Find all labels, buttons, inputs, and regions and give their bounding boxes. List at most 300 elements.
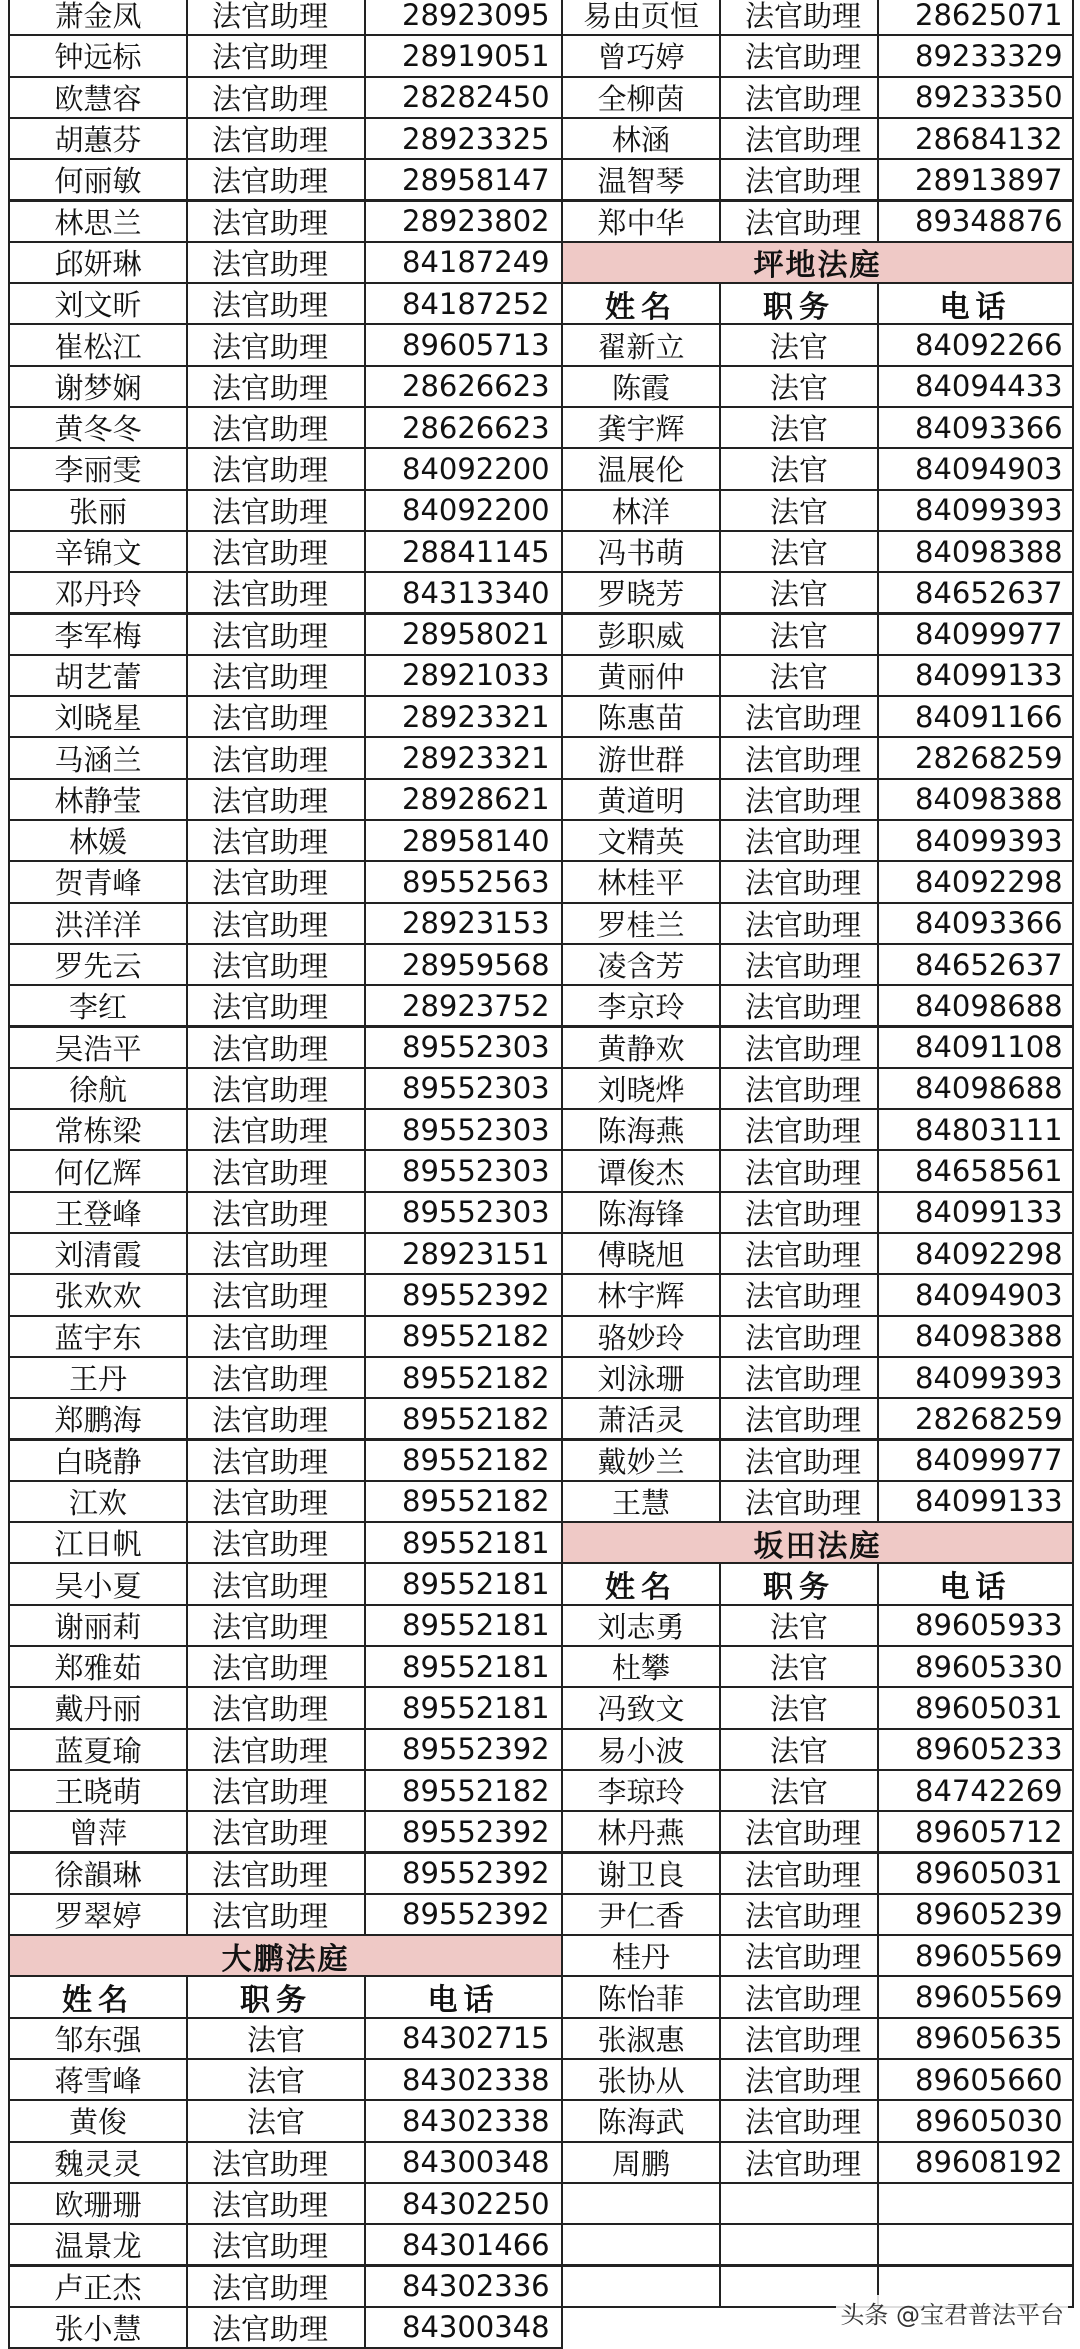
table-row-role: 法官助理	[186, 2223, 366, 2266]
table-row-role: 法官助理	[719, 1067, 879, 1110]
table-row-name: 邱妍琳	[8, 241, 188, 284]
table-row-name: 郑雅茹	[8, 1645, 188, 1688]
table-row-phone: 28626623	[364, 406, 563, 449]
table-row-name: 张丽	[8, 489, 188, 532]
table-row-name: 游世群	[561, 736, 721, 779]
table-row-name: 李军梅	[8, 613, 188, 656]
table-row-phone: 89233329	[877, 34, 1074, 77]
table-row-name: 萧金凤	[8, 0, 188, 36]
table-row-role: 法官助理	[186, 860, 366, 903]
table-row-name: 欧慧容	[8, 76, 188, 119]
table-row-role: 法官助理	[186, 1480, 366, 1523]
table-row-name: 冯致文	[561, 1686, 721, 1729]
table-row-role: 法官助理	[186, 819, 366, 862]
table-row-role: 法官	[719, 1769, 879, 1812]
table-row-role: 法官助理	[719, 2058, 879, 2101]
table-row-role: 法官助理	[186, 2182, 366, 2225]
table-row-role: 法官助理	[719, 943, 879, 986]
table-row-phone: 84092200	[364, 489, 563, 532]
table-row-name: 王晓萌	[8, 1769, 188, 1812]
table-row-name: 贺青峰	[8, 860, 188, 903]
table-row-role: 法官助理	[719, 860, 879, 903]
table-row-name: 张淑惠	[561, 2017, 721, 2060]
table-row-role: 法官助理	[719, 695, 879, 738]
table-row-role: 法官助理	[186, 34, 366, 77]
table-row-name: 胡艺蕾	[8, 654, 188, 697]
table-row-role: 法官	[186, 2058, 366, 2101]
table-row-name: 戴丹丽	[8, 1686, 188, 1729]
table-row-role: 法官	[719, 1686, 879, 1729]
table-row-role: 法官助理	[186, 1067, 366, 1110]
table-row-phone: 89552392	[364, 1852, 563, 1895]
table-row-phone: 89552303	[364, 1191, 563, 1234]
table-row-role: 法官助理	[186, 76, 366, 119]
table-row-phone: 89348876	[877, 200, 1074, 243]
section-title-dapeng: 大鹏法庭	[8, 1934, 563, 1977]
table-row-name: 谢卫良	[561, 1852, 721, 1895]
table-row-role: 法官助理	[186, 447, 366, 490]
table-row-role: 法官助理	[719, 117, 879, 160]
table-row-phone: 84300348	[364, 2141, 563, 2184]
table-row-role: 法官助理	[719, 0, 879, 36]
table-row-role: 法官助理	[186, 984, 366, 1027]
table-row-name: 常栋梁	[8, 1108, 188, 1151]
table-row-name: 傅晓旭	[561, 1232, 721, 1275]
table-row-name: 陈海锋	[561, 1191, 721, 1234]
table-row-name: 徐航	[8, 1067, 188, 1110]
table-row-phone: 89605712	[877, 1810, 1074, 1853]
table-row-name: 邓丹玲	[8, 571, 188, 614]
table-row-phone: 89552392	[364, 1810, 563, 1853]
table-row-role: 法官助理	[186, 1356, 366, 1399]
header-row-name: 姓名	[561, 282, 721, 325]
table-row-phone: 89552182	[364, 1315, 563, 1358]
table-row-phone: 84098388	[877, 530, 1074, 573]
table-row-name: 王登峰	[8, 1191, 188, 1234]
table-row-phone: 28919051	[364, 34, 563, 77]
table-row-phone: 89552181	[364, 1521, 563, 1564]
table-row-role: 法官助理	[186, 1810, 366, 1853]
table-row-phone: 84091108	[877, 1026, 1074, 1069]
watermark: 头条 @宝君普法平台	[836, 2295, 1068, 2330]
table-row-phone: 89552181	[364, 1604, 563, 1647]
table-row-role: 法官助理	[719, 1397, 879, 1440]
table-row-role: 法官助理	[186, 117, 366, 160]
table-row-role: 法官助理	[186, 200, 366, 243]
table-row-phone: 89552181	[364, 1645, 563, 1688]
table-row-role: 法官	[719, 1645, 879, 1688]
table-row-phone: 89552563	[364, 860, 563, 903]
header-row-role: 职务	[719, 282, 879, 325]
header-row-role: 职务	[719, 1562, 879, 1605]
table-row-name: 张协从	[561, 2058, 721, 2101]
table-row-role: 法官助理	[719, 902, 879, 945]
table-row-phone: 84099133	[877, 1191, 1074, 1234]
table-row-role: 法官助理	[186, 902, 366, 945]
table-row-role: 法官助理	[186, 1521, 366, 1564]
table-row-phone: 84092266	[877, 323, 1074, 366]
table-row-phone	[877, 2223, 1074, 2266]
table-row-name: 温景龙	[8, 2223, 188, 2266]
table-row-name	[561, 2265, 721, 2308]
table-row-role: 法官	[186, 2017, 366, 2060]
table-row-role: 法官助理	[719, 1108, 879, 1151]
table-row-name: 林丹燕	[561, 1810, 721, 1853]
table-row-name: 尹仁香	[561, 1893, 721, 1936]
table-row-name: 罗晓芳	[561, 571, 721, 614]
table-row-name: 黄俊	[8, 2099, 188, 2142]
table-row-role: 法官	[719, 489, 879, 532]
table-row-role: 法官助理	[186, 406, 366, 449]
table-row-role: 法官	[719, 613, 879, 656]
header-row-phone: 电话	[877, 282, 1074, 325]
table-row-role: 法官助理	[186, 613, 366, 656]
table-row-name: 王丹	[8, 1356, 188, 1399]
table-row-name: 曾萍	[8, 1810, 188, 1853]
table-row-role: 法官助理	[186, 943, 366, 986]
table-row-name: 易由页恒	[561, 0, 721, 36]
table-row-name: 林静莹	[8, 778, 188, 821]
table-row-role: 法官助理	[186, 489, 366, 532]
table-row-name: 龚宇辉	[561, 406, 721, 449]
table-row-name: 徐韻琳	[8, 1852, 188, 1895]
table-row-phone: 89233350	[877, 76, 1074, 119]
header-row-phone: 电话	[877, 1562, 1074, 1605]
table-row-phone: 84092298	[877, 860, 1074, 903]
table-row-phone: 28923325	[364, 117, 563, 160]
table-row-role: 法官助理	[186, 241, 366, 284]
table-row-phone: 84302336	[364, 2265, 563, 2308]
table-row-phone: 89605031	[877, 1686, 1074, 1729]
table-row-name: 凌含芳	[561, 943, 721, 986]
table-row-name: 吴浩平	[8, 1026, 188, 1069]
table-row-name: 江日帆	[8, 1521, 188, 1564]
table-row-phone: 84098388	[877, 1315, 1074, 1358]
table-row-name	[561, 2182, 721, 2225]
table-row-phone: 28958021	[364, 613, 563, 656]
table-row-role: 法官	[719, 323, 879, 366]
table-row-role	[719, 2223, 879, 2266]
table-row-name: 吴小夏	[8, 1562, 188, 1605]
table-row-name: 陈惠苗	[561, 695, 721, 738]
header-row-name: 姓名	[8, 1975, 188, 2018]
table-row-role	[719, 2182, 879, 2225]
table-row-name: 林洋	[561, 489, 721, 532]
table-row-role: 法官助理	[719, 1852, 879, 1895]
table-row-role: 法官助理	[186, 778, 366, 821]
table-row-role: 法官助理	[186, 654, 366, 697]
table-row-role: 法官助理	[719, 1480, 879, 1523]
table-row-role: 法官	[719, 1604, 879, 1647]
table-row-name: 王慧	[561, 1480, 721, 1523]
table-row-name: 杜攀	[561, 1645, 721, 1688]
table-row-phone: 89552303	[364, 1149, 563, 1192]
table-row-name: 何丽敏	[8, 158, 188, 201]
table-row-phone: 89552182	[364, 1356, 563, 1399]
table-row-name: 江欢	[8, 1480, 188, 1523]
table-row-name: 文精英	[561, 819, 721, 862]
table-row-name	[561, 2223, 721, 2266]
table-row-phone: 89605330	[877, 1645, 1074, 1688]
table-row-role: 法官助理	[186, 158, 366, 201]
table-row-phone: 28921033	[364, 654, 563, 697]
table-row-role: 法官助理	[719, 819, 879, 862]
table-row-phone: 84742269	[877, 1769, 1074, 1812]
table-row-name: 翟新立	[561, 323, 721, 366]
table-row-role: 法官助理	[186, 2141, 366, 2184]
table-row-role: 法官助理	[186, 1686, 366, 1729]
table-row-phone: 84099393	[877, 1356, 1074, 1399]
table-row-phone: 28913897	[877, 158, 1074, 201]
table-row-role: 法官助理	[186, 571, 366, 614]
table-row-role: 法官助理	[186, 530, 366, 573]
table-row-phone: 84302338	[364, 2058, 563, 2101]
table-row-phone: 89552181	[364, 1562, 563, 1605]
table-row-name: 刘志勇	[561, 1604, 721, 1647]
table-row-name: 林思兰	[8, 200, 188, 243]
table-row-name: 陈海武	[561, 2099, 721, 2142]
table-row-name: 罗桂兰	[561, 902, 721, 945]
table-row-phone: 84302338	[364, 2099, 563, 2142]
table-row-name: 辛锦文	[8, 530, 188, 573]
table-row-name: 郑鹏海	[8, 1397, 188, 1440]
table-row-role: 法官助理	[719, 778, 879, 821]
table-row-name: 陈海燕	[561, 1108, 721, 1151]
table-row-phone: 89552392	[364, 1273, 563, 1316]
table-row-phone: 89605933	[877, 1604, 1074, 1647]
header-row-role: 职务	[186, 1975, 366, 2018]
table-row-name: 郑中华	[561, 200, 721, 243]
table-row-phone: 89552182	[364, 1439, 563, 1482]
table-row-name: 谢丽莉	[8, 1604, 188, 1647]
table-row-name: 陈霞	[561, 365, 721, 408]
table-row-phone: 84652637	[877, 571, 1074, 614]
table-row-phone: 28959568	[364, 943, 563, 986]
table-row-phone: 84099393	[877, 489, 1074, 532]
table-row-name: 钟远标	[8, 34, 188, 77]
table-row-phone: 89605569	[877, 1975, 1074, 2018]
table-row-phone: 84091166	[877, 695, 1074, 738]
table-row-phone: 28958140	[364, 819, 563, 862]
table-row-name: 温智琴	[561, 158, 721, 201]
table-row-role: 法官助理	[719, 1975, 879, 2018]
table-row-name: 李京玲	[561, 984, 721, 1027]
table-row-phone: 84302250	[364, 2182, 563, 2225]
table-row-name: 彭职威	[561, 613, 721, 656]
table-row-phone: 84803111	[877, 1108, 1074, 1151]
table-row-phone: 89605635	[877, 2017, 1074, 2060]
table-row-name: 蓝夏瑜	[8, 1728, 188, 1771]
table-row-phone: 28923321	[364, 695, 563, 738]
table-row-phone: 84302715	[364, 2017, 563, 2060]
table-row-role: 法官助理	[719, 1893, 879, 1936]
table-row-role: 法官助理	[186, 1728, 366, 1771]
table-row-name: 林桂平	[561, 860, 721, 903]
header-row-name: 姓名	[561, 1562, 721, 1605]
table-row-phone: 84300348	[364, 2306, 563, 2349]
table-row-phone: 28625071	[877, 0, 1074, 36]
table-row-phone: 89552303	[364, 1026, 563, 1069]
table-row-role: 法官	[719, 571, 879, 614]
table-row-phone: 28268259	[877, 736, 1074, 779]
table-row-phone: 84094903	[877, 1273, 1074, 1316]
table-row-name: 李红	[8, 984, 188, 1027]
table-row-role: 法官	[719, 1728, 879, 1771]
table-row-role: 法官助理	[186, 1149, 366, 1192]
table-row-phone: 84094433	[877, 365, 1074, 408]
table-row-phone: 84093366	[877, 406, 1074, 449]
table-row-role: 法官助理	[186, 1769, 366, 1812]
section-title-pingdi: 坪地法庭	[561, 241, 1074, 284]
table-row-phone: 84092200	[364, 447, 563, 490]
table-row-name: 谢梦娴	[8, 365, 188, 408]
table-row-phone: 84098388	[877, 778, 1074, 821]
table-row-name: 马涵兰	[8, 736, 188, 779]
table-row-role: 法官助理	[719, 1273, 879, 1316]
table-row-name: 刘文昕	[8, 282, 188, 325]
table-row-role: 法官助理	[186, 695, 366, 738]
table-row-phone: 84099133	[877, 654, 1074, 697]
table-row-phone: 28958147	[364, 158, 563, 201]
table-row-phone: 28268259	[877, 1397, 1074, 1440]
table-row-role: 法官助理	[719, 2141, 879, 2184]
table-row-role: 法官	[719, 447, 879, 490]
table-row-phone: 84187252	[364, 282, 563, 325]
table-row-phone: 89605239	[877, 1893, 1074, 1936]
table-row-role: 法官助理	[186, 1397, 366, 1440]
table-row-role: 法官助理	[719, 1810, 879, 1853]
table-row-name: 陈怡菲	[561, 1975, 721, 2018]
table-row-name: 刘清霞	[8, 1232, 188, 1275]
table-row-name: 黄道明	[561, 778, 721, 821]
table-row-phone: 89552181	[364, 1686, 563, 1729]
table-row-phone: 84099977	[877, 1439, 1074, 1482]
table-row-role: 法官助理	[186, 1108, 366, 1151]
table-row-role: 法官助理	[719, 2099, 879, 2142]
table-row-phone: 89605660	[877, 2058, 1074, 2101]
table-row-name: 何亿辉	[8, 1149, 188, 1192]
table-row-phone: 28923752	[364, 984, 563, 1027]
table-row-name: 白晓静	[8, 1439, 188, 1482]
table-row-name: 黄冬冬	[8, 406, 188, 449]
table-row-role: 法官	[719, 530, 879, 573]
table-row-role: 法官助理	[719, 1934, 879, 1977]
table-row-name: 罗先云	[8, 943, 188, 986]
table-row-role: 法官助理	[719, 1149, 879, 1192]
table-row-phone: 28923095	[364, 0, 563, 36]
table-row-phone: 84099393	[877, 819, 1074, 862]
table-row-phone: 28923321	[364, 736, 563, 779]
table-row-name: 魏灵灵	[8, 2141, 188, 2184]
table-row-name: 李丽雯	[8, 447, 188, 490]
table-row-phone: 28928621	[364, 778, 563, 821]
table-row-phone: 89552182	[364, 1769, 563, 1812]
table-row-role: 法官	[719, 406, 879, 449]
table-row-role: 法官助理	[719, 158, 879, 201]
table-row-role: 法官助理	[186, 365, 366, 408]
table-row-name: 胡蕙芬	[8, 117, 188, 160]
table-row-phone: 84099133	[877, 1480, 1074, 1523]
table-row-name: 桂丹	[561, 1934, 721, 1977]
table-row-role: 法官助理	[719, 2017, 879, 2060]
header-row-phone: 电话	[364, 1975, 563, 2018]
table-row-name: 蓝宇东	[8, 1315, 188, 1358]
table-row-role: 法官助理	[186, 1893, 366, 1936]
table-row-role: 法官助理	[719, 736, 879, 779]
table-row-phone: 84099977	[877, 613, 1074, 656]
table-row-role: 法官助理	[719, 984, 879, 1027]
table-row-role: 法官助理	[186, 1645, 366, 1688]
table-row-name: 林涵	[561, 117, 721, 160]
table-row-phone: 84313340	[364, 571, 563, 614]
table-row-phone: 28923802	[364, 200, 563, 243]
table-row-role: 法官助理	[186, 2265, 366, 2308]
table-row-name: 萧活灵	[561, 1397, 721, 1440]
table-row-name: 易小波	[561, 1728, 721, 1771]
table-row-name: 温展伦	[561, 447, 721, 490]
table-row-role: 法官助理	[186, 1562, 366, 1605]
table-row-role: 法官助理	[186, 1026, 366, 1069]
table-row-name: 邹东强	[8, 2017, 188, 2060]
table-row-phone: 89552392	[364, 1893, 563, 1936]
table-row-name: 曾巧婷	[561, 34, 721, 77]
table-row-name: 戴妙兰	[561, 1439, 721, 1482]
table-row-phone: 28841145	[364, 530, 563, 573]
table-row-phone: 89605569	[877, 1934, 1074, 1977]
table-row-name: 黄静欢	[561, 1026, 721, 1069]
table-row-name: 崔松江	[8, 323, 188, 366]
table-row-role: 法官助理	[719, 1356, 879, 1399]
table-row-phone: 89605031	[877, 1852, 1074, 1895]
table-row-role: 法官助理	[186, 282, 366, 325]
table-row-role: 法官助理	[186, 0, 366, 36]
table-row-role: 法官助理	[186, 1232, 366, 1275]
section-title-bantian: 坂田法庭	[561, 1521, 1074, 1564]
table-row-phone	[877, 2182, 1074, 2225]
table-row-phone: 28684132	[877, 117, 1074, 160]
table-row-role: 法官助理	[719, 1232, 879, 1275]
table-row-phone: 84092298	[877, 1232, 1074, 1275]
table-row-phone: 89605030	[877, 2099, 1074, 2142]
table-row-phone: 28626623	[364, 365, 563, 408]
table-row-name: 全柳茵	[561, 76, 721, 119]
table-row-role: 法官助理	[186, 1439, 366, 1482]
table-row-name: 刘泳珊	[561, 1356, 721, 1399]
table-row-phone: 89552303	[364, 1108, 563, 1151]
table-row-phone: 89552303	[364, 1067, 563, 1110]
table-row-name: 欧珊珊	[8, 2182, 188, 2225]
table-row-phone: 84098688	[877, 1067, 1074, 1110]
table-row-name: 卢正杰	[8, 2265, 188, 2308]
table-row-name: 谭俊杰	[561, 1149, 721, 1192]
table-row-phone: 84094903	[877, 447, 1074, 490]
table-row-name: 李琼玲	[561, 1769, 721, 1812]
table-row-phone: 28923151	[364, 1232, 563, 1275]
table-row-name: 罗翠婷	[8, 1893, 188, 1936]
table-row-name: 林宇辉	[561, 1273, 721, 1316]
table-row-phone: 89605713	[364, 323, 563, 366]
table-row-role: 法官助理	[719, 1026, 879, 1069]
table-row-role: 法官	[719, 654, 879, 697]
table-row-name: 骆妙玲	[561, 1315, 721, 1358]
table-row-role: 法官助理	[186, 1315, 366, 1358]
table-row-name: 蒋雪峰	[8, 2058, 188, 2101]
table-row-role: 法官助理	[186, 1273, 366, 1316]
table-row-role: 法官	[719, 365, 879, 408]
table-row-role: 法官助理	[719, 200, 879, 243]
table-row-phone: 84187249	[364, 241, 563, 284]
table-row-phone: 89608192	[877, 2141, 1074, 2184]
